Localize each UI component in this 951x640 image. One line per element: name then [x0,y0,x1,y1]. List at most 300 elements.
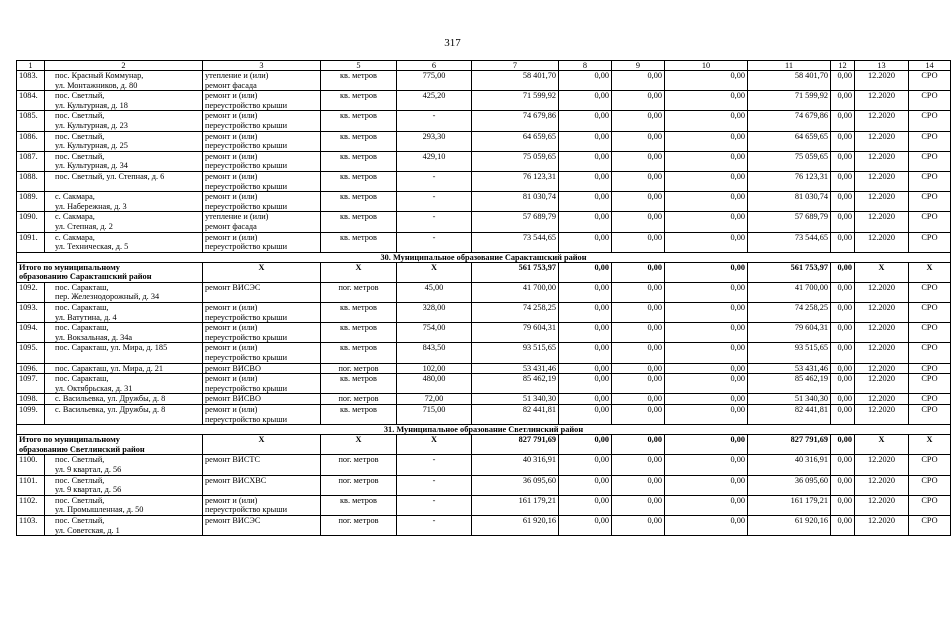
row-number: 1093. [17,303,45,323]
unit-cell: кв. метров [321,111,397,131]
amount-cell: 0,00 [665,192,748,212]
unit-cell: кв. метров [321,131,397,151]
unit-cell: пог. метров [321,455,397,475]
work-type-cell [203,475,321,495]
work-type-cell-line: переустройство крыши [205,141,288,151]
deadline-cell: 12.2020 [855,171,909,191]
amount-cell: 0,00 [559,323,612,343]
address-cell-line: ул. Культурная, д. 18 [55,100,128,110]
subtotal-row [17,262,951,282]
work-type-cell-line: ремонт и (или) [205,192,258,202]
amount-cell: 0,00 [831,405,855,425]
row-number: 1095. [17,343,45,363]
unit-cell: кв. метров [321,343,397,363]
work-type-cell-line [205,526,318,536]
deadline-cell: 12.2020 [855,343,909,363]
column-number: 7 [472,61,559,71]
amount-cell: 0,00 [665,262,748,282]
amount-cell: 36 095,60 [748,475,831,495]
table-row [17,151,951,171]
unit-cell: кв. метров [321,212,397,232]
address-cell [45,394,203,405]
work-type-cell [203,151,321,171]
amount-cell: 53 431,46 [472,363,559,374]
row-number: 1089. [17,192,45,212]
amount-cell: 82 441,81 [472,405,559,425]
method-cell: СРО [909,282,951,302]
amount-cell: 41 700,00 [472,282,559,302]
amount-cell: 0,00 [612,71,665,91]
quantity-cell: - [397,212,472,232]
unit-cell: кв. метров [321,151,397,171]
amount-cell: 0,00 [831,262,855,282]
amount-cell: 0,00 [831,282,855,302]
unit-cell: пог. метров [321,515,397,535]
address-cell [45,111,203,131]
amount-cell: 0,00 [665,515,748,535]
amount-cell: 0,00 [831,374,855,394]
work-type-cell [203,515,321,535]
deadline-cell: 12.2020 [855,91,909,111]
table-row [17,131,951,151]
work-type-cell-line: ремонт фасада [205,221,257,231]
address-cell [45,455,203,475]
row-number: 1083. [17,71,45,91]
quantity-cell: 775,00 [397,71,472,91]
amount-cell: 0,00 [665,374,748,394]
address-cell-line: с. Сакмара, [55,212,95,222]
amount-cell: 0,00 [665,303,748,323]
amount-cell: 57 689,79 [748,212,831,232]
row-number: 1096. [17,363,45,374]
amount-cell: 0,00 [559,91,612,111]
amount-cell: 0,00 [665,91,748,111]
quantity-cell: - [397,455,472,475]
amount-cell: 0,00 [612,262,665,282]
amount-cell: 0,00 [612,323,665,343]
amount-cell: 0,00 [612,212,665,232]
address-cell-line: ул. Набережная, д. 3 [55,201,127,211]
address-cell [45,192,203,212]
deadline-cell: 12.2020 [855,282,909,302]
amount-cell: 0,00 [831,192,855,212]
deadline-cell: 12.2020 [855,515,909,535]
amount-cell: 0,00 [559,192,612,212]
amount-cell: 79 604,31 [748,323,831,343]
amount-cell: 0,00 [559,405,612,425]
amount-cell: 0,00 [612,475,665,495]
amount-cell: 61 920,16 [472,515,559,535]
amount-cell: 0,00 [612,435,665,455]
amount-cell: 0,00 [665,435,748,455]
work-type-cell [203,282,321,302]
work-type-cell [203,303,321,323]
amount-cell: 0,00 [665,475,748,495]
amount-cell: 0,00 [612,363,665,374]
address-cell-line: пос. Светлый, [55,91,105,101]
work-type-cell-line: ремонт и (или) [205,405,258,414]
table-row [17,303,951,323]
column-number: 11 [748,61,831,71]
work-type-cell-line: переустройство крыши [205,332,288,342]
deadline-cell: 12.2020 [855,232,909,252]
column-number-row [17,61,951,71]
deadline-cell: 12.2020 [855,374,909,394]
amount-cell: 0,00 [665,282,748,302]
subtotal-label-line: образованию Саракташский район [19,272,152,282]
amount-cell: 0,00 [665,495,748,515]
amount-cell: 0,00 [559,282,612,302]
amount-cell: 58 401,70 [748,71,831,91]
unit-cell: кв. метров [321,323,397,343]
method-cell: СРО [909,405,951,425]
unit-cell: пог. метров [321,282,397,302]
quantity-cell: - [397,111,472,131]
amount-cell: 0,00 [559,262,612,282]
subtotal-label-line: Итого по муниципальному [19,262,120,272]
amount-cell: 74 679,86 [748,111,831,131]
work-type-cell [203,111,321,131]
amount-cell: 57 689,79 [472,212,559,232]
quantity-cell: 754,00 [397,323,472,343]
deadline-cell: 12.2020 [855,495,909,515]
amount-cell: 76 123,31 [748,171,831,191]
table-row [17,405,951,425]
row-number: 1092. [17,282,45,302]
table-row [17,343,951,363]
row-number: 1088. [17,171,45,191]
table-row [17,91,951,111]
quantity-cell: 429,10 [397,151,472,171]
amount-cell: 561 753,97 [472,262,559,282]
address-cell [45,151,203,171]
work-type-cell-line: переустройство крыши [205,312,288,322]
column-number: 12 [831,61,855,71]
amount-cell: 0,00 [612,91,665,111]
amount-cell: 82 441,81 [748,405,831,425]
address-cell [45,71,203,91]
work-type-cell-line: ремонт и (или) [205,495,258,505]
column-number: 1 [17,61,45,71]
x-mark: Х [321,262,397,282]
method-cell: СРО [909,455,951,475]
quantity-cell: - [397,232,472,252]
amount-cell: 0,00 [559,495,612,515]
amount-cell: 0,00 [665,71,748,91]
address-cell-line: ул. 9 квартал, д. 56 [55,464,122,474]
amount-cell: 51 340,30 [472,394,559,405]
method-cell: СРО [909,131,951,151]
table-row [17,363,951,374]
amount-cell: 0,00 [831,495,855,515]
amount-cell: 0,00 [665,171,748,191]
amount-cell: 0,00 [612,374,665,394]
address-cell [45,475,203,495]
amount-cell: 0,00 [559,131,612,151]
amount-cell: 36 095,60 [472,475,559,495]
work-type-cell-line [205,465,318,475]
address-cell-line: пос. Светлый, [55,131,105,141]
section-title: 31. Муниципальное образование Светлинский район [17,425,951,435]
table-row [17,282,951,302]
amount-cell: 0,00 [612,405,665,425]
amount-cell: 64 659,65 [748,131,831,151]
method-cell: СРО [909,192,951,212]
unit-cell: кв. метров [321,192,397,212]
amount-cell: 93 515,65 [748,343,831,363]
amount-cell: 0,00 [665,111,748,131]
work-type-cell [203,71,321,91]
address-cell-line: ул. Ватутина, д. 4 [55,312,117,322]
column-number: 13 [855,61,909,71]
x-mark: Х [909,262,951,282]
column-number: 2 [45,61,203,71]
amount-cell: 40 316,91 [748,455,831,475]
amount-cell: 0,00 [665,232,748,252]
unit-cell: кв. метров [321,374,397,394]
work-type-cell-line: ремонт ВИСЭС [205,282,261,292]
quantity-cell: - [397,515,472,535]
address-cell-line: ул. Культурная, д. 25 [55,141,128,151]
work-type-cell-line: ремонт и (или) [205,131,258,141]
amount-cell: 0,00 [612,111,665,131]
address-cell-line: пос. Саракташ, [55,282,109,292]
work-type-cell-line: утепление и (или) [205,71,269,80]
quantity-cell: 843,50 [397,343,472,363]
work-type-cell-line [205,485,318,495]
amount-cell: 0,00 [612,131,665,151]
amount-cell: 827 791,69 [748,435,831,455]
address-cell-line: пос. Светлый, [55,495,105,505]
quantity-cell: - [397,171,472,191]
address-cell-line: ул. Культурная, д. 34 [55,161,128,171]
amount-cell: 0,00 [665,343,748,363]
row-number: 1098. [17,394,45,405]
work-type-cell [203,394,321,405]
work-type-cell [203,455,321,475]
deadline-cell: 12.2020 [855,111,909,131]
amount-cell: 0,00 [831,171,855,191]
amount-cell: 0,00 [559,455,612,475]
address-cell [45,91,203,111]
column-number: 10 [665,61,748,71]
work-type-cell-line: утепление и (или) [205,212,269,222]
column-number: 5 [321,61,397,71]
deadline-cell: 12.2020 [855,363,909,374]
row-number: 1086. [17,131,45,151]
address-cell-line: ул. Октябрьская, д. 31 [55,383,133,393]
amount-cell: 0,00 [831,455,855,475]
amount-cell: 0,00 [831,435,855,455]
amount-cell: 51 340,30 [748,394,831,405]
unit-cell: кв. метров [321,405,397,425]
table-row [17,232,951,252]
work-type-cell-line: переустройство крыши [205,414,288,424]
amount-cell: 0,00 [559,363,612,374]
address-cell-line: ул. 9 квартал, д. 56 [55,485,122,495]
amount-cell: 73 544,65 [748,232,831,252]
address-cell-line: с. Сакмара, [55,192,95,202]
amount-cell: 0,00 [665,363,748,374]
work-type-cell-line: ремонт и (или) [205,111,258,121]
amount-cell: 0,00 [831,232,855,252]
amount-cell: 0,00 [612,343,665,363]
work-type-cell [203,374,321,394]
method-cell: СРО [909,495,951,515]
amount-cell: 0,00 [612,455,665,475]
address-cell-line [55,182,200,192]
address-cell [45,363,203,374]
amount-cell: 0,00 [831,151,855,171]
amount-cell: 0,00 [612,232,665,252]
method-cell: СРО [909,363,951,374]
row-number: 1100. [17,455,45,475]
amount-cell: 0,00 [831,394,855,405]
amount-cell: 58 401,70 [472,71,559,91]
address-cell-line: пос. Саракташ, [55,303,109,313]
subtotal-label-line: образованию Светлинский район [19,444,145,454]
work-type-cell-line: ремонт ВИСТС [205,455,261,465]
table-row [17,374,951,394]
address-cell-line: с. Сакмара, [55,232,95,242]
amount-cell: 0,00 [612,394,665,405]
amount-cell: 0,00 [612,495,665,515]
table-row [17,212,951,232]
amount-cell: 0,00 [612,515,665,535]
amount-cell: 0,00 [831,212,855,232]
deadline-cell: 12.2020 [855,455,909,475]
row-number: 1087. [17,151,45,171]
address-cell-line: пос. Саракташ, ул. Мира, д. 21 [55,363,164,373]
unit-cell: кв. метров [321,91,397,111]
method-cell: СРО [909,111,951,131]
deadline-cell: 12.2020 [855,303,909,323]
deadline-cell: 12.2020 [855,475,909,495]
method-cell: СРО [909,71,951,91]
unit-cell: пог. метров [321,475,397,495]
method-cell: СРО [909,515,951,535]
amount-cell: 0,00 [559,343,612,363]
x-mark: Х [203,262,321,282]
row-number: 1094. [17,323,45,343]
address-cell [45,515,203,535]
address-cell [45,131,203,151]
column-number: 8 [559,61,612,71]
work-type-cell-line: ремонт ВИСХВС [205,475,267,485]
amount-cell: 61 920,16 [748,515,831,535]
address-cell-line: пос. Саракташ, ул. Мира, д. 185 [55,343,168,353]
address-cell [45,343,203,363]
amount-cell: 161 179,21 [748,495,831,515]
amount-cell: 0,00 [831,111,855,131]
x-mark: Х [855,262,909,282]
row-number: 1099. [17,405,45,425]
method-cell: СРО [909,374,951,394]
address-cell [45,405,203,425]
subtotal-label-line: Итого по муниципальному [19,435,120,445]
address-cell-line: с. Васильевка, ул. Дружбы, д. 8 [55,405,166,414]
deadline-cell: 12.2020 [855,151,909,171]
amount-cell: 0,00 [559,151,612,171]
amount-cell: 85 462,19 [472,374,559,394]
quantity-cell: 72,00 [397,394,472,405]
amount-cell: 0,00 [612,303,665,323]
column-number: 14 [909,61,951,71]
address-cell-line: пос. Светлый, [55,111,105,121]
method-cell: СРО [909,232,951,252]
x-mark: Х [397,262,472,282]
work-type-cell [203,212,321,232]
amount-cell: 0,00 [831,515,855,535]
unit-cell: кв. метров [321,303,397,323]
amount-cell: 0,00 [831,71,855,91]
deadline-cell: 12.2020 [855,323,909,343]
address-cell-line: ул. Советская, д. 1 [55,525,120,535]
amount-cell: 0,00 [612,151,665,171]
column-number: 3 [203,61,321,71]
work-type-cell [203,323,321,343]
amount-cell: 0,00 [559,394,612,405]
amount-cell: 0,00 [831,363,855,374]
table-row [17,394,951,405]
method-cell: СРО [909,394,951,405]
deadline-cell: 12.2020 [855,405,909,425]
deadline-cell: 12.2020 [855,394,909,405]
amount-cell: 0,00 [665,455,748,475]
amount-cell: 71 599,92 [748,91,831,111]
work-type-cell-line: ремонт и (или) [205,171,258,181]
address-cell-line: пос. Саракташ, [55,323,109,333]
amount-cell: 561 753,97 [748,262,831,282]
table-row [17,475,951,495]
quantity-cell: 45,00 [397,282,472,302]
amount-cell: 0,00 [665,212,748,232]
work-type-cell-line: ремонт и (или) [205,323,258,333]
address-cell-line: пос. Светлый, ул. Степная, д. 6 [55,171,165,181]
work-type-cell [203,192,321,212]
method-cell: СРО [909,171,951,191]
table-row [17,515,951,535]
work-type-cell-line: переустройство крыши [205,353,288,363]
row-number: 1097. [17,374,45,394]
unit-cell: кв. метров [321,171,397,191]
x-mark: Х [203,435,321,455]
x-mark: Х [397,435,472,455]
work-type-cell-line [205,292,318,302]
amount-cell: 85 462,19 [748,374,831,394]
x-mark: Х [909,435,951,455]
amount-cell: 74 258,25 [748,303,831,323]
amount-cell: 64 659,65 [472,131,559,151]
unit-cell: кв. метров [321,495,397,515]
repair-program-table [16,60,951,536]
amount-cell: 0,00 [665,151,748,171]
unit-cell: пог. метров [321,394,397,405]
amount-cell: 53 431,46 [748,363,831,374]
work-type-cell [203,363,321,374]
address-cell [45,171,203,191]
address-cell-line: ул. Промышленная, д. 50 [55,505,144,515]
amount-cell: 74 258,25 [472,303,559,323]
quantity-cell: - [397,475,472,495]
work-type-cell-line: переустройство крыши [205,242,288,252]
subtotal-row [17,435,951,455]
address-cell [45,303,203,323]
subtotal-label [17,262,203,282]
table-row [17,495,951,515]
amount-cell: 0,00 [612,171,665,191]
x-mark: Х [321,435,397,455]
